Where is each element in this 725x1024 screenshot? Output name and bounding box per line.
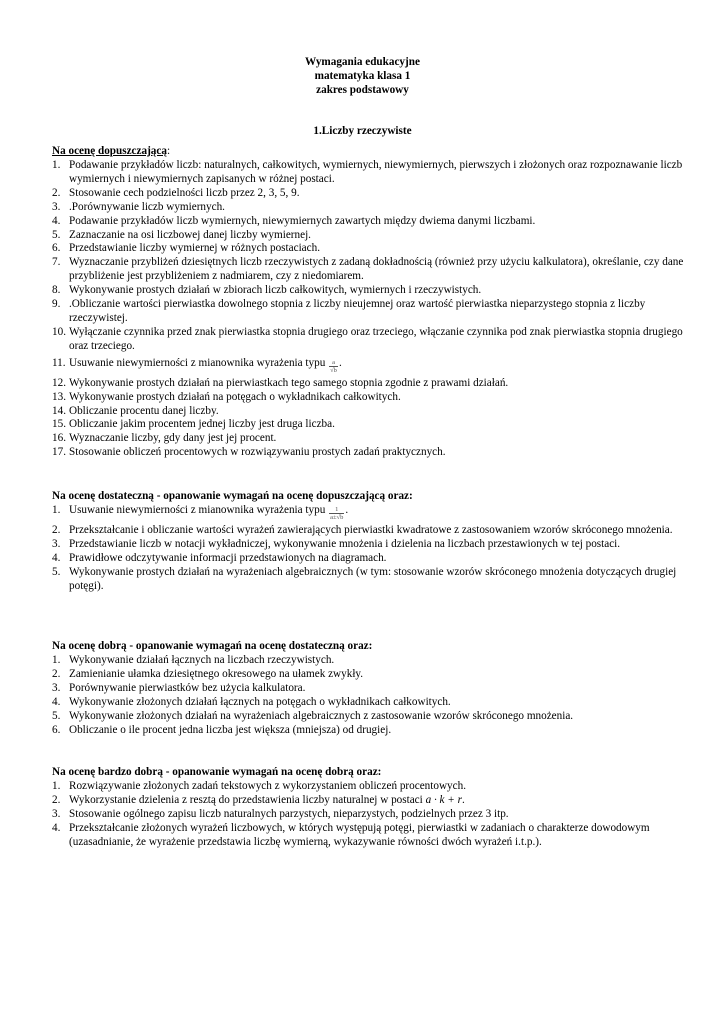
list-item-text: Podawanie przykładów liczb wymiernych, niewymiernych zawartych między dwiema danymi liczbami. bbox=[69, 214, 536, 227]
list-item bbox=[52, 284, 684, 298]
doc-title-line3: zakres podstawowy bbox=[316, 84, 409, 96]
list-item-text: Wykonywanie prostych działań na potęgach o wykładnikach całkowitych. bbox=[69, 390, 401, 403]
list-item-number: 3. bbox=[52, 681, 61, 694]
list-item bbox=[52, 538, 684, 552]
list-item bbox=[52, 654, 684, 668]
list-item-tail: . bbox=[462, 793, 465, 806]
list-item-text: Prawidłowe odczytywanie informacji przedstawionych na diagramach. bbox=[69, 551, 387, 564]
list-item-text: Stosowanie cech podzielności liczb przez 2, 3, 5, 9. bbox=[69, 186, 300, 199]
list-item bbox=[52, 391, 684, 405]
list-item bbox=[52, 418, 684, 432]
list-item bbox=[52, 668, 684, 682]
list-item bbox=[52, 242, 684, 256]
list-item-text: Wykonywanie złożonych działań na wyrażeniach algebraicznych z zastosowanie wzorów skróconego mnożenia. bbox=[69, 709, 574, 722]
list-item-number: 16. bbox=[52, 432, 66, 445]
requirements-list-dopuszczajaca bbox=[52, 159, 684, 460]
requirements-list-dostateczna bbox=[52, 504, 684, 594]
list-item-text: Wykonywanie prostych działań na wyrażeniach algebraicznych (w tym: stosowanie wzorów skróconego mnożenia dotyczących drugiej potęgi). bbox=[69, 565, 677, 592]
list-item-text: Wyznaczanie liczby, gdy dany jest jej procent. bbox=[69, 432, 277, 445]
list-item-number: 1. bbox=[52, 159, 61, 171]
list-item-number: 1. bbox=[52, 504, 61, 516]
list-item-text: .Obliczanie wartości pierwiastka dowolnego stopnia z liczby nieujemnej oraz wartość pierwiastka nieparzystego stopnia z liczby rzeczywistej. bbox=[69, 298, 646, 324]
list-item bbox=[52, 696, 684, 710]
list-item bbox=[52, 229, 684, 243]
formula-text: a · k + r bbox=[425, 793, 463, 806]
list-item-text: Porównywanie pierwiastków bez użycia kalkulatora. bbox=[69, 681, 306, 694]
list-item bbox=[52, 724, 684, 738]
list-item-text: Rozwiązywanie złożonych zadań tekstowych z wykorzystaniem obliczeń procentowych. bbox=[69, 780, 467, 792]
list-item-text: Wykorzystanie dzielenia z resztą do przedstawienia liczby naturalnej w postaci bbox=[69, 793, 423, 806]
list-item-text: Podawanie przykładów liczb: naturalnych, całkowitych, wymiernych, niewymiernych, pierwszych i złożonych oraz rozpoznawanie liczb wymiernych i niewymiernych zapisanych w różnej postaci. bbox=[69, 159, 683, 185]
list-item bbox=[52, 405, 684, 419]
fraction-denominator: a±√b bbox=[330, 514, 344, 521]
list-item-text: Wykonywanie złożonych działań łącznych na potęgach o wykładnikach całkowitych. bbox=[69, 695, 451, 708]
list-item bbox=[52, 794, 684, 808]
doc-title-line2: matematyka klasa 1 bbox=[314, 70, 411, 82]
list-item bbox=[52, 524, 684, 538]
section-heading-bardzo-dobra: Na ocenę bardzo dobrą - opanowanie wymagań na ocenę dobrą oraz: bbox=[52, 766, 382, 778]
section-heading-colon: : bbox=[166, 145, 171, 157]
list-item-text: Zamienianie ułamka dziesiętnego okresowego na ułamek zwykły. bbox=[69, 667, 364, 680]
list-item-number: 4. bbox=[52, 214, 61, 227]
list-item-number: 1. bbox=[52, 654, 61, 666]
list-item bbox=[52, 159, 684, 187]
list-item-number: 14. bbox=[52, 404, 66, 417]
requirements-list-dobra bbox=[52, 654, 684, 737]
list-item-text: Stosowanie obliczeń procentowych w rozwiązywaniu prostych zadań praktycznych. bbox=[69, 446, 446, 459]
list-item bbox=[52, 710, 684, 724]
list-item bbox=[52, 682, 684, 696]
list-item bbox=[52, 566, 684, 594]
list-item-number: 3. bbox=[52, 537, 61, 550]
list-item bbox=[52, 552, 684, 566]
list-item-text: Wykonywanie prostych działań w zbiorach liczb całkowitych, wymiernych i rzeczywistych. bbox=[69, 284, 482, 297]
list-item-text: Stosowanie ogólnego zapisu liczb naturalnych parzystych, nieparzystych, podzielnych przez 3 itp. bbox=[69, 807, 509, 820]
list-item-text: Przedstawianie liczb w notacji wykładniczej, wykonywanie mnożenia i dzielenia na liczbach przestawionych w tej postaci. bbox=[69, 537, 621, 550]
list-item-number: 1. bbox=[52, 780, 61, 792]
list-item-text: Wyłączanie czynnika przed znak pierwiastka stopnia drugiego oraz trzeciego, włączanie czynnika pod znak pierwiastka stopnia drugiego oraz trzeciego. bbox=[69, 325, 683, 352]
list-item-number: 4. bbox=[52, 821, 61, 834]
list-item-text: Obliczanie procentu danej liczby. bbox=[69, 404, 219, 417]
list-item-text: Obliczanie jakim procentem jednej liczby jest druga liczba. bbox=[69, 418, 335, 431]
list-item-number: 2. bbox=[52, 524, 61, 536]
list-item-text: .Porównywanie liczb wymiernych. bbox=[69, 200, 225, 213]
list-item bbox=[52, 780, 684, 794]
list-item-number: 3. bbox=[52, 200, 61, 213]
fraction-numerator: 1 bbox=[329, 506, 344, 514]
list-item-number: 2. bbox=[52, 186, 61, 199]
fraction-formula bbox=[329, 359, 338, 374]
section-heading-dobra: Na ocenę dobrą - opanowanie wymagań na ocenę dostateczną oraz: bbox=[52, 640, 373, 652]
list-item-number: 12. bbox=[52, 376, 66, 389]
list-item-tail: . bbox=[338, 356, 342, 369]
list-item-text: Wykonywanie prostych działań na pierwiastkach tego samego stopnia zgodnie z prawami działań. bbox=[69, 376, 509, 389]
list-item-number: 5. bbox=[52, 565, 61, 578]
fraction-numerator: a bbox=[329, 359, 338, 367]
list-item-text: Przekształcanie złożonych wyrażeń liczbowych, w których występują potęgi, pierwiastki w zadaniach o charakterze dowodowym (uzasadnianie, że wyrażenie przedstawia liczbę wymierną, wykazywanie równości dwóch wyrażeń i.t.p.). bbox=[69, 821, 650, 848]
list-item bbox=[52, 187, 684, 201]
list-item-number: 11. bbox=[52, 356, 66, 369]
list-item-text: Wykonywanie działań łącznych na liczbach rzeczywistych. bbox=[69, 654, 335, 666]
list-item-text: Obliczanie o ile procent jedna liczba jest większa (mniejsza) od drugiej. bbox=[69, 723, 392, 736]
doc-title-line1: Wymagania edukacyjne bbox=[305, 56, 420, 68]
list-item-tail: . bbox=[345, 504, 349, 516]
list-item-number: 7. bbox=[52, 256, 61, 269]
requirements-list-bardzo-dobra bbox=[52, 780, 684, 850]
list-item-text: Przekształcanie i obliczanie wartości wyrażeń zawierających pierwiastki kwadratowe z zastosowaniem wzorów skróconego mnożenia. bbox=[69, 524, 673, 536]
list-item-text: Wyznaczanie przybliżeń dziesiętnych liczb rzeczywistych z zadaną dokładnością (również przy użyciu kalkulatora), określanie, czy dane przybliżenie jest przybliżeniem z nadmiarem, czy z niedomiarem. bbox=[69, 256, 684, 283]
section-heading-dopuszczajaca bbox=[52, 145, 170, 159]
section-heading-text: Na ocenę dopuszczającą bbox=[52, 145, 167, 157]
list-item bbox=[52, 377, 684, 391]
list-item bbox=[52, 215, 684, 229]
list-item-number: 4. bbox=[52, 695, 61, 708]
list-item-number: 9. bbox=[52, 298, 61, 311]
list-item bbox=[52, 201, 684, 215]
list-item bbox=[52, 504, 684, 521]
list-item bbox=[52, 256, 684, 284]
list-item-number: 4. bbox=[52, 551, 61, 564]
list-item-number: 17. bbox=[52, 446, 66, 459]
list-item-number: 6. bbox=[52, 242, 61, 255]
list-item bbox=[52, 432, 684, 446]
list-item-number: 8. bbox=[52, 284, 61, 297]
list-item bbox=[52, 298, 684, 326]
list-item-text: Przedstawianie liczby wymiernej w różnych postaciach. bbox=[69, 242, 321, 255]
chapter-title: 1.Liczby rzeczywiste bbox=[313, 125, 412, 137]
list-item bbox=[52, 822, 684, 850]
section-heading-dostateczna: Na ocenę dostateczną - opanowanie wymagań na ocenę dopuszczającą oraz: bbox=[52, 490, 413, 502]
list-item-number: 3. bbox=[52, 807, 61, 820]
list-item-number: 10. bbox=[52, 325, 66, 338]
list-item bbox=[52, 808, 684, 822]
list-item-number: 2. bbox=[52, 667, 61, 680]
list-item-number: 2. bbox=[52, 793, 61, 806]
fraction-formula bbox=[329, 506, 344, 521]
list-item bbox=[52, 326, 684, 354]
list-item-text: Usuwanie niewymierności z mianownika wyrażenia typu bbox=[69, 504, 326, 516]
list-item-number: 5. bbox=[52, 709, 61, 722]
list-item-number: 6. bbox=[52, 723, 61, 736]
list-item-number: 15. bbox=[52, 418, 66, 431]
list-item bbox=[52, 446, 684, 460]
fraction-denominator: √b bbox=[330, 366, 337, 374]
list-item-number: 5. bbox=[52, 228, 61, 241]
list-item-text: Usuwanie niewymierności z mianownika wyrażenia typu bbox=[69, 356, 326, 369]
list-item-number: 13. bbox=[52, 390, 66, 403]
list-item-text: Zaznaczanie na osi liczbowej danej liczby wymiernej. bbox=[69, 228, 311, 241]
list-item bbox=[52, 357, 684, 374]
